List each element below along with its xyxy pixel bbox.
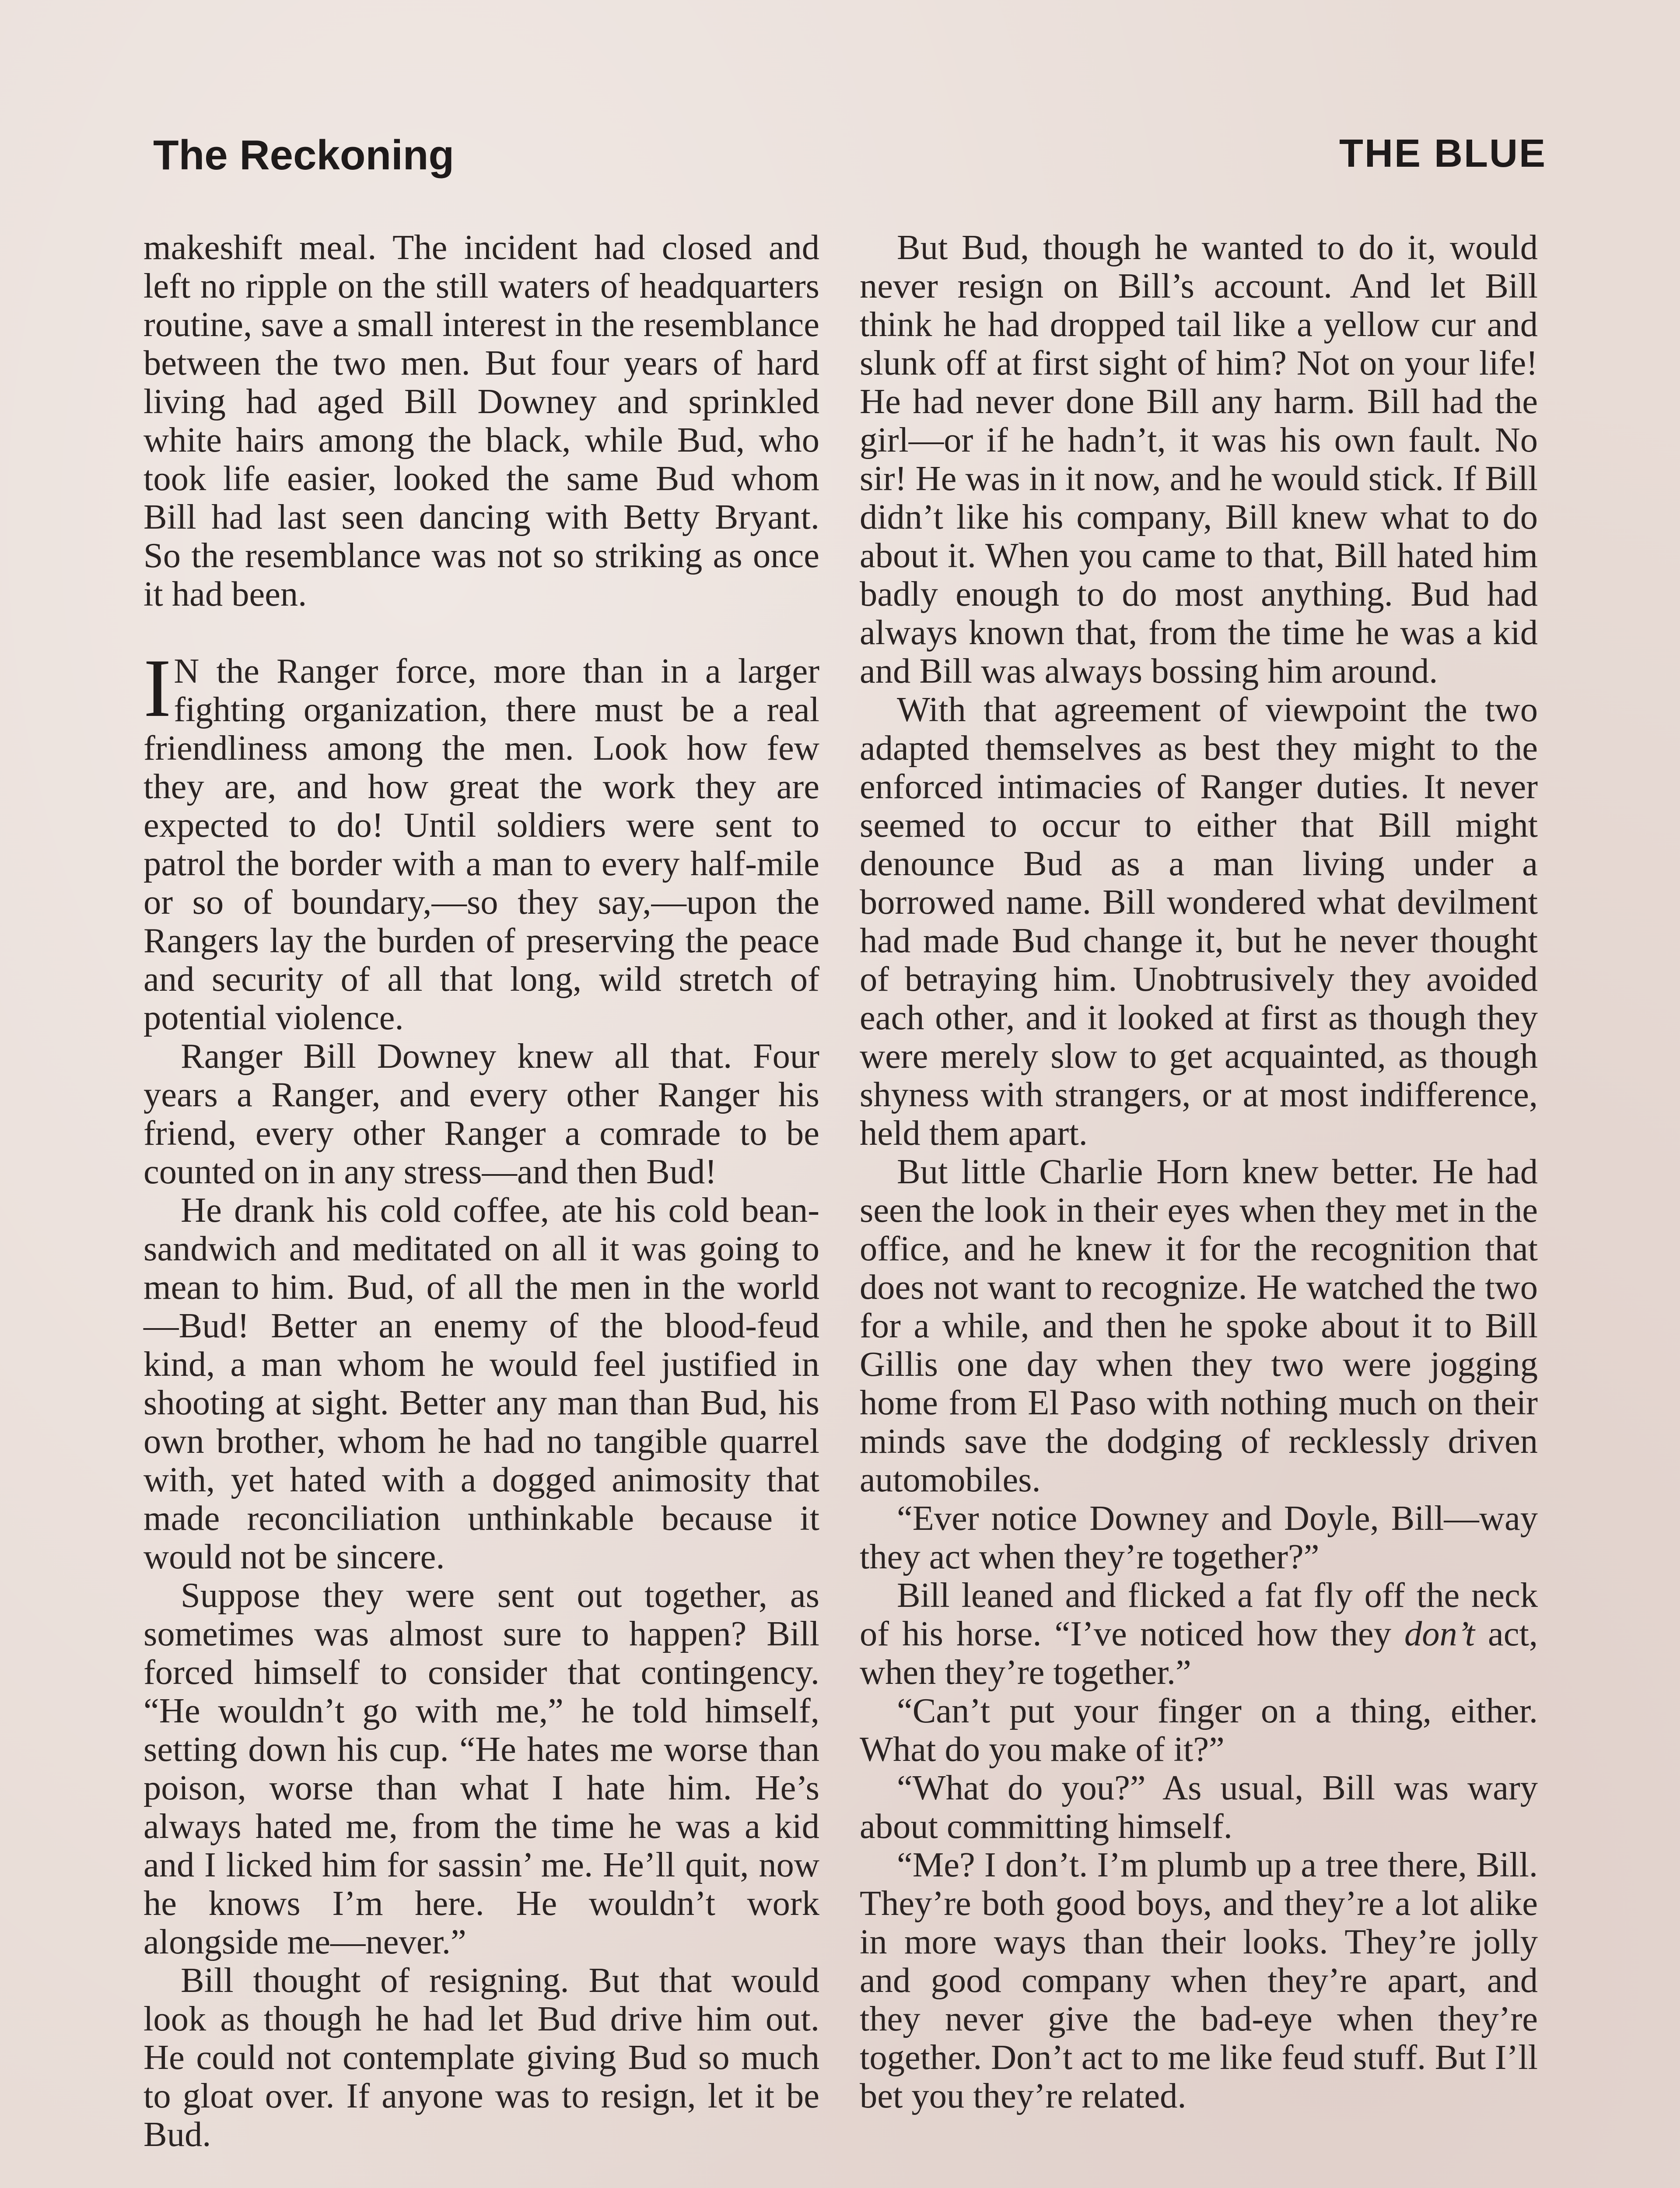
paragraph: But Bud, though he wanted to do it, would never resign on Bill’s account. And let Bill think he had dropped tail like a yellow cur and slunk off at first sight of him? Not on your life! He had never done Bill any harm. Bill had the girl—or if he hadn’t, it was his own fault. No sir! He was in it now, and he would stick. If Bill didn’t like his company, Bill knew what to do about it. When you came to that, Bill hated him badly enough to do most anything. Bud had always known that, from the time he was a kid and Bill was always bossing him around. [860, 228, 1538, 691]
paragraph: “Can’t put your finger on a thing, either. What do you make of it?” [860, 1691, 1538, 1769]
paragraph-text: Bill leaned and flicked a fat fly off the neck of his horse. “I’ve noticed how they [860, 1576, 1538, 1653]
paragraph: makeshift meal. The incident had closed and left no ripple on the still waters of headquarters routine, save a small interest in the resemblance between the two men. But four years of hard living had aged Bill Downey and sprinkled white hairs among the black, while Bud, who took life easier, looked the same Bud whom Bill had last seen dancing with Betty Bryant. So the resemblance was not so striking as once it had been. [144, 228, 819, 614]
paragraph: He drank his cold coffee, ate his cold bean-sandwich and meditated on all it was going to mean to him. Bud, of all the men in the world—Bud! Better an enemy of the blood-feud kind, a man whom he would feel justified in shooting at sight. Better any man than Bud, his own brother, whom he had no tangible quarrel with, yet hated with a dogged animosity that made reconciliation unthinkable because it would not be sincere. [144, 1191, 819, 1576]
paragraph: “Me? I don’t. I’m plumb up a tree there, Bill. They’re both good boys, and they’re a lot alike in more ways than their looks. They’re jolly and good company when they’re apart, and they never give the bad-eye when they’re together. Don’t act to me like feud stuff. But I’ll bet you they’re related. [860, 1845, 1538, 2115]
paragraph-text: N the Ranger force, more than in a larger fighting organization, there must be a real friendliness among the men. Look how few they are, and how great the work they are expected to do! Until soldiers were sent to patrol the border with a man to every half-mile or so of boundary,—so they say,—upon the Rangers lay the burden of preserving the peace and security of all that long, wild stretch of potential violence. [144, 652, 819, 1037]
paragraph-text: act, when they’re together.” [860, 1614, 1538, 1692]
paragraph: Suppose they were sent out together, as sometimes was almost sure to happen? Bill forced himself to consider that contingency. “He wouldn’t go with me,” he told himself, setting down his cup. “He hates me worse than poison, worse than what I hate him. He’s always hated me, from the time he was a kid and I licked him for sassin’ me. He’ll quit, now he knows I’m here. He wouldn’t work alongside me—never.” [144, 1576, 819, 1961]
running-head-magazine: THE BLUE [1339, 132, 1547, 175]
paragraph: With that agreement of viewpoint the two adapted themselves as best they might to the enforced intimacies of Ranger duties. It never seemed to occur to either that Bill might denounce Bud as a man living under a borrowed name. Bill wondered what devilment had made Bud change it, but he never thought of betraying him. Unobtrusively they avoided each other, and it looked at first as though they were merely slow to get acquainted, as though shyness with strangers, or at most indifference, held them apart. [860, 690, 1538, 1153]
paragraph: Ranger Bill Downey knew all that. Four years a Ranger, and every other Ranger his friend, every other Ranger a comrade to be counted on in any stress—and then Bud! [144, 1037, 819, 1191]
emphasis-text: don’t [1404, 1614, 1475, 1653]
running-head-title: The Reckoning [153, 132, 455, 179]
left-column [144, 228, 819, 2154]
drop-cap: I [144, 642, 172, 734]
paragraph: Bill thought of resigning. But that would look as though he had let Bud drive him out. He could not contemplate giving Bud so much to gloat over. If anyone was to resign, let it be Bud. [144, 1961, 819, 2154]
paragraph [860, 1576, 1538, 1692]
paragraph-with-dropcap [144, 642, 819, 1037]
paragraph: “Ever notice Downey and Doyle, Bill—way they act when they’re together?” [860, 1499, 1538, 1576]
right-column [860, 228, 1538, 2115]
paragraph: But little Charlie Horn knew better. He had seen the look in their eyes when they met in the office, and he knew it for the recognition that does not want to recognize. He watched the two for a while, and then he spoke about it to Bill Gillis one day when they two were jogging home from El Paso with nothing much on their minds save the dodging of recklessly driven automobiles. [860, 1152, 1538, 1499]
paragraph: “What do you?” As usual, Bill was wary about committing himself. [860, 1768, 1538, 1846]
